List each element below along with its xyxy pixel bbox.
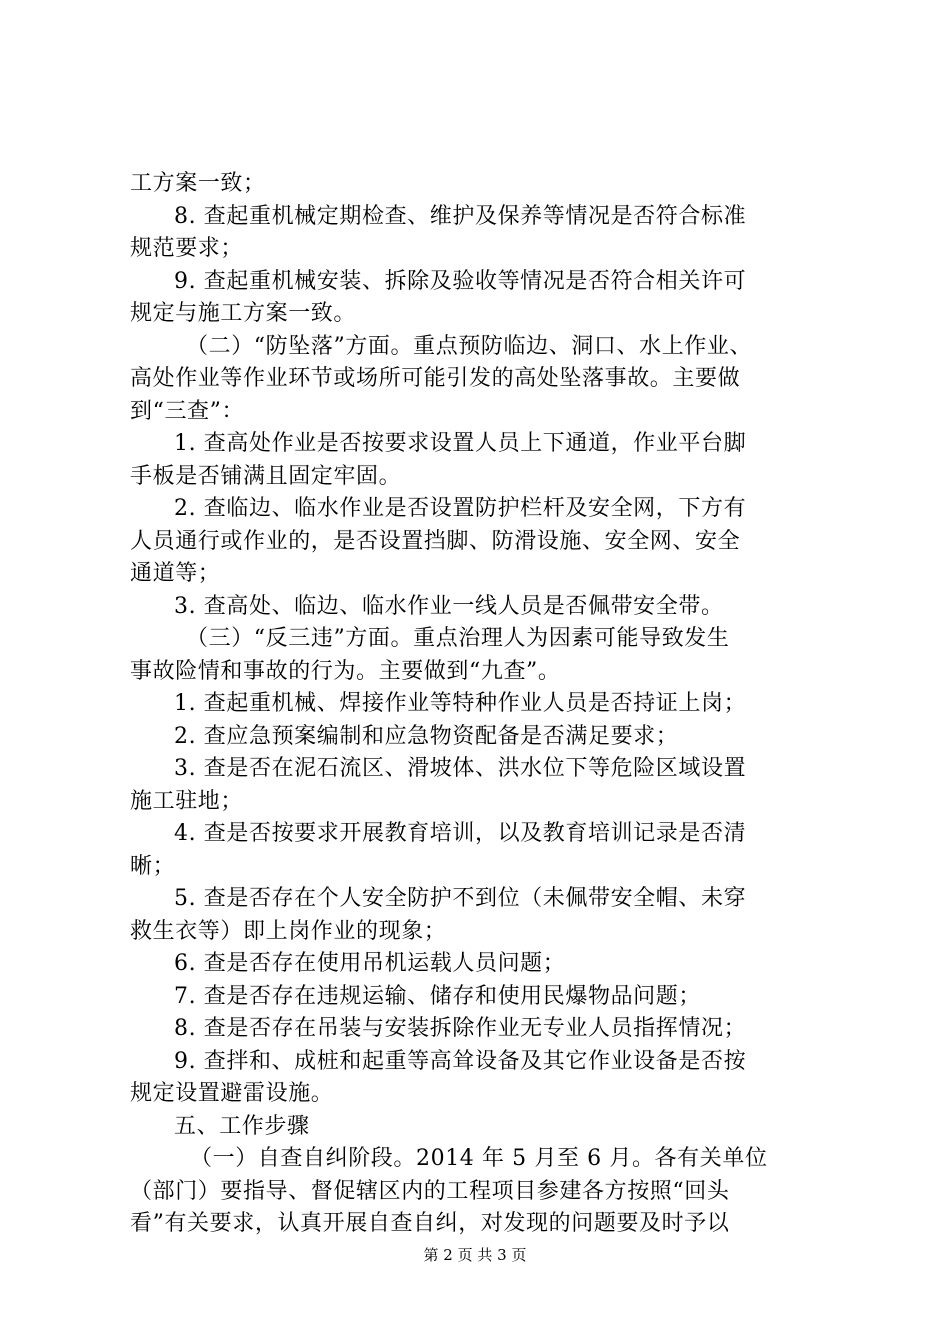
text-line: 2. 查临边、临水作业是否设置防护栏杆及安全网，下方有: [174, 496, 747, 521]
text-line: 到“三查”：: [130, 398, 245, 424]
text-line: 晰；: [130, 853, 176, 879]
text-line: 救生衣等）即上岗作业的现象；: [130, 918, 447, 944]
text-line: 4. 查是否按要求开展教育培训，以及教育培训记录是否清: [174, 821, 747, 846]
text-line: 规定设置避雷设施。: [130, 1081, 334, 1106]
text-line: 8. 查是否存在吊装与安装拆除作业无专业人员指挥情况；: [174, 1016, 747, 1041]
text-line: 高处作业等作业环节或场所可能引发的高处坠落事故。主要做: [130, 366, 741, 391]
page-footer: 第 2 页 共 3 页: [423, 1246, 527, 1264]
text-line: 3. 查高处、临边、临水作业一线人员是否佩带安全带。: [174, 593, 724, 619]
text-line: 1. 查高处作业是否按要求设置人员上下通道，作业平台脚: [174, 431, 747, 456]
section-heading: （一）自查自纠阶段。2014 年 5 月至 6 月。各有关单位: [190, 1146, 768, 1171]
text-line: 9. 查起重机械安装、拆除及验收等情况是否符合相关许可: [174, 268, 747, 294]
text-line: 2. 查应急预案编制和应急物资配备是否满足要求；: [174, 723, 679, 749]
text-line: 手板是否铺满且固定牢固。: [130, 463, 402, 489]
text-line: 8. 查起重机械定期检查、维护及保养等情况是否符合标准: [174, 203, 747, 229]
section-heading: （三）“反三违”方面。重点治理人为因素可能导致发生: [186, 626, 730, 651]
text-line: 6. 查是否存在使用吊机运载人员问题；: [174, 951, 566, 976]
text-line: 通道等；: [130, 561, 221, 586]
text-line: 3. 查是否在泥石流区、滑坡体、洪水位下等危险区域设置: [174, 756, 747, 781]
document-body: [130, 168, 830, 1241]
text-line: 7. 查是否存在违规运输、储存和使用民爆物品问题；: [174, 983, 701, 1009]
text-line: 1. 查起重机械、焊接作业等特种作业人员是否持证上岗；: [174, 691, 747, 716]
text-line: 工方案一致；: [130, 171, 266, 196]
text-line: 人员通行或作业的，是否设置挡脚、防滑设施、安全网、安全: [130, 528, 741, 554]
text-line: 规范要求；: [130, 236, 244, 261]
text-line: 规定与施工方案一致。: [130, 301, 357, 326]
text-line: （部门）要指导、督促辖区内的工程项目参建各方按照“回头: [130, 1178, 730, 1204]
section-heading: 五、工作步骤: [174, 1113, 310, 1139]
text-line: 看”有关要求，认真开展自查自纠，对发现的问题要及时予以: [130, 1211, 730, 1236]
text-line: 事故险情和事故的行为。主要做到“九查”。: [130, 658, 561, 684]
section-heading: （二）“防坠落”方面。重点预防临边、洞口、水上作业、: [186, 333, 753, 359]
text-line: 5. 查是否存在个人安全防护不到位（未佩带安全帽、未穿: [174, 886, 747, 911]
text-line: 施工驻地；: [130, 788, 244, 814]
text-line: 9. 查拌和、成桩和起重等高耸设备及其它作业设备是否按: [174, 1048, 747, 1074]
